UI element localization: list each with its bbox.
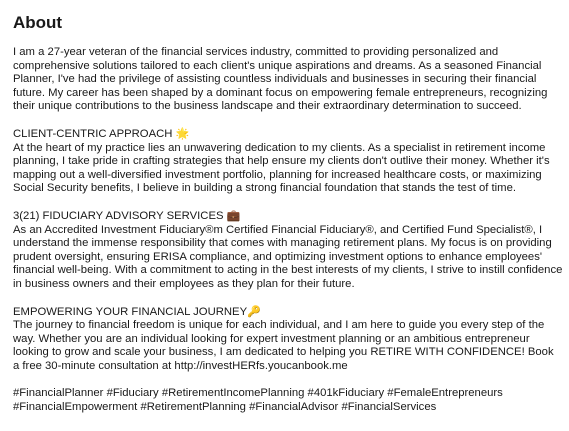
journey-title <box>13 306 563 320</box>
about-intro-paragraph: I am a 27-year veteran of the financial services industry, committed to providing personalized and comprehensive solutions tailored to each client's unique aspirations and dreams. As a seasoned Financial Planner, I've had the privilege of assisting countless individuals and businesses in securing their financial future. My career has been shaped by a dominant focus on empowering female entrepreneurs, recognizing their unique contributions to the business landscape and their extraordinary determination to succeed. <box>13 46 548 113</box>
journey-title-text: EMPOWERING YOUR FINANCIAL JOURNEY <box>13 305 248 318</box>
client-centric-body: At the heart of my practice lies an unwavering dedication to my clients. As a specialist in retirement income planning, I take pride in crafting strategies that help ensure my clients don't outlive their money. Whether it's mapping out a well-diversified investment portfolio, planning for increased healthcare costs, or maximizing Social Security benefits, I believe in building a strong financial foundation that stands the test of time. <box>13 141 550 195</box>
client-centric-title-text: CLIENT-CENTRIC APPROACH <box>13 127 173 140</box>
about-heading: About <box>13 13 63 32</box>
client-centric-title <box>13 128 563 142</box>
hashtag-financial-services[interactable]: #FinancialServices <box>341 401 437 414</box>
hashtag-female-entrepreneurs[interactable]: #FemaleEntrepreneurs <box>387 387 503 400</box>
client-centric-paragraph <box>13 128 563 196</box>
hashtag-401k-fiduciary[interactable]: #401kFiduciary <box>307 387 385 400</box>
key-icon: 🔑 <box>247 305 261 318</box>
hashtag-retirement-income-planning[interactable]: #RetirementIncomePlanning <box>161 387 305 400</box>
hashtags-paragraph <box>13 387 563 414</box>
journey-paragraph <box>13 306 563 374</box>
hashtag-financial-planner[interactable]: #FinancialPlanner <box>13 387 104 400</box>
about-text <box>13 46 563 415</box>
fiduciary-title-text: 3(21) FIDUCIARY ADVISORY SERVICES <box>13 209 224 222</box>
fiduciary-body: As an Accredited Investment Fiduciary®m Certified Financial Fiduciary®, and Certified Fund Specialist®, I understand the immense responsibility that comes with managing retirement plans. My focus is on providing prudent oversight, ensuring ERISA compliance, and optimizing investment options to enhance employees' financial well-being. With a commitment to acting in the best interests of my clients, I strive to instill confidence in business owners and their employees as they plan for their future. <box>13 223 563 290</box>
hashtag-fiduciary[interactable]: #Fiduciary <box>106 387 159 400</box>
fiduciary-title <box>13 210 563 224</box>
journey-body: The journey to financial freedom is unique for each individual, and I am here to guide you every step of the way. Whether you are an individual looking for expert investment planning or an ambitious entrepreneur looking to grow and scale your business, I am dedicated to helping you RETIRE WITH CONFIDENCE! Book a free 30-minute consultation at <box>13 319 554 372</box>
briefcase-icon: 💼 <box>226 209 241 222</box>
booking-link[interactable]: http://investHERfs.youcanbook.me <box>174 359 348 372</box>
glowing-star-icon: 🌟 <box>175 127 190 140</box>
hashtag-retirement-planning[interactable]: #RetirementPlanning <box>140 401 246 414</box>
hashtag-financial-empowerment[interactable]: #FinancialEmpowerment <box>13 401 138 414</box>
fiduciary-paragraph <box>13 210 563 292</box>
hashtag-financial-advisor[interactable]: #FinancialAdvisor <box>249 401 339 414</box>
